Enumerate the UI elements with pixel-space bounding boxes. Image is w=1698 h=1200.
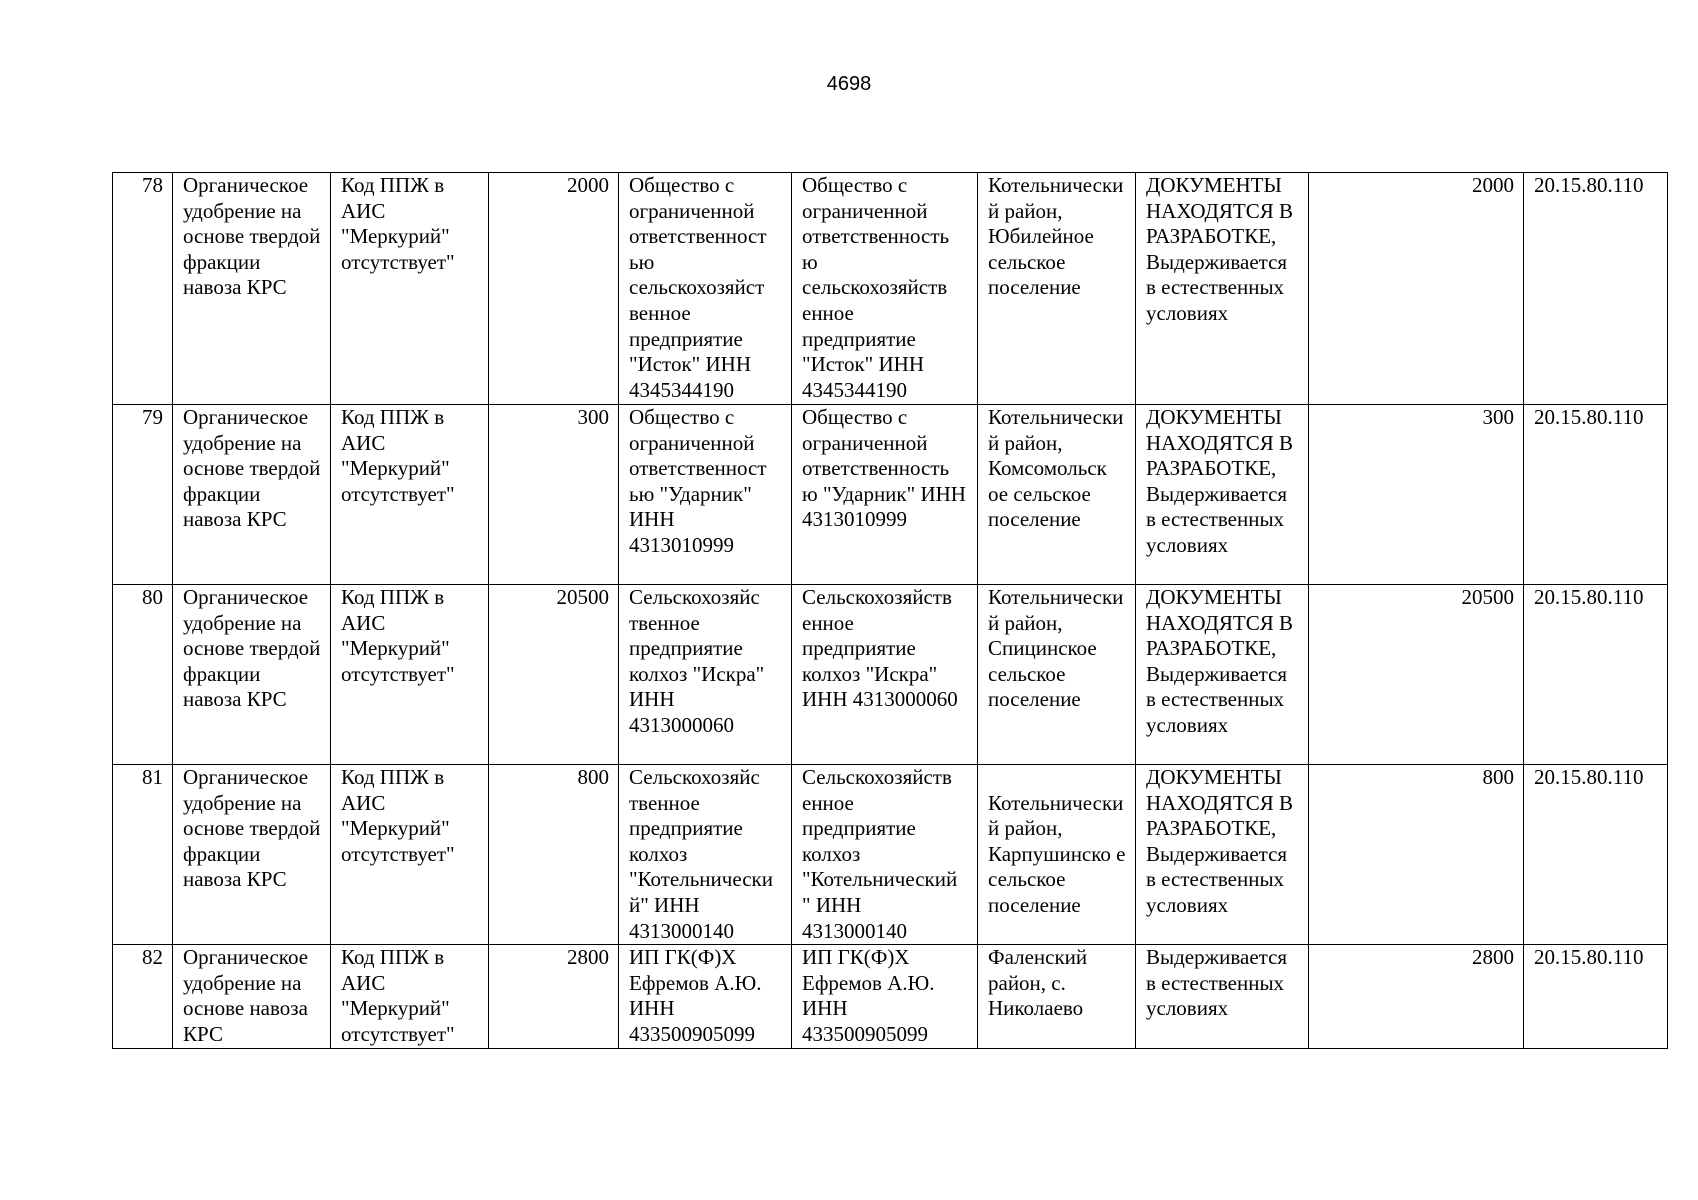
cell-location: Котельнически й район, Комсомольск ое сельское поселение (978, 405, 1136, 585)
cell-producer: Сельскохозяйс твенное предприятие колхоз "Искра" ИНН 4313000060 (619, 585, 792, 765)
cell-code: Код ППЖ в АИС "Меркурий" отсутствует" (331, 585, 489, 765)
cell-quantity: 2800 (1309, 945, 1524, 1048)
page-number: 4698 (826, 73, 872, 95)
cell-producer: Общество с ограниченной ответственност ью сельскохозяйст венное предприятие "Исток" ИНН 4345344190 (619, 173, 792, 405)
table-row (113, 405, 1668, 585)
cell-volume: 20500 (489, 585, 619, 765)
cell-producer: Общество с ограниченной ответственност ью "Ударник" ИНН 4313010999 (619, 405, 792, 585)
cell-row-number: 82 (113, 945, 173, 1048)
cell-row-number: 81 (113, 765, 173, 945)
cell-volume: 2000 (489, 173, 619, 405)
cell-okpd: 20.15.80.110 (1524, 405, 1668, 585)
cell-documents: ДОКУМЕНТЫ НАХОДЯТСЯ В РАЗРАБОТКЕ, Выдерживается в естественных условиях (1136, 173, 1309, 405)
cell-owner: ИП ГК(Ф)Х Ефремов А.Ю. ИНН 433500905099 (792, 945, 978, 1048)
cell-quantity: 300 (1309, 405, 1524, 585)
cell-product: Органическое удобрение на основе твердой фракции навоза КРС (173, 765, 331, 945)
cell-quantity: 800 (1309, 765, 1524, 945)
table-row (113, 765, 1668, 945)
cell-owner: Общество с ограниченной ответственность ю "Ударник" ИНН 4313010999 (792, 405, 978, 585)
cell-code: Код ППЖ в АИС "Меркурий" отсутствует" (331, 405, 489, 585)
cell-code: Код ППЖ в АИС "Меркурий" отсутствует" (331, 765, 489, 945)
cell-documents: ДОКУМЕНТЫ НАХОДЯТСЯ В РАЗРАБОТКЕ, Выдерживается в естественных условиях (1136, 585, 1309, 765)
table-row (113, 585, 1668, 765)
cell-volume: 800 (489, 765, 619, 945)
cell-okpd: 20.15.80.110 (1524, 585, 1668, 765)
cell-owner: Общество с ограниченной ответственность ю сельскохозяйств енное предприятие "Исток" ИНН 4345344190 (792, 173, 978, 405)
registry-table (112, 172, 1668, 1049)
cell-product: Органическое удобрение на основе твердой фракции навоза КРС (173, 585, 331, 765)
cell-owner: Сельскохозяйств енное предприятие колхоз "Котельнический " ИНН 4313000140 (792, 765, 978, 945)
cell-volume: 300 (489, 405, 619, 585)
cell-quantity: 20500 (1309, 585, 1524, 765)
cell-owner: Сельскохозяйств енное предприятие колхоз "Искра" ИНН 4313000060 (792, 585, 978, 765)
cell-volume: 2800 (489, 945, 619, 1048)
table-row (113, 945, 1668, 1048)
cell-producer: Сельскохозяйс твенное предприятие колхоз "Котельнически й" ИНН 4313000140 (619, 765, 792, 945)
table-row (113, 173, 1668, 405)
cell-documents: ДОКУМЕНТЫ НАХОДЯТСЯ В РАЗРАБОТКЕ, Выдерживается в естественных условиях (1136, 405, 1309, 585)
cell-location: Фаленский район, с. Николаево (978, 945, 1136, 1048)
cell-documents: ДОКУМЕНТЫ НАХОДЯТСЯ В РАЗРАБОТКЕ, Выдерживается в естественных условиях (1136, 765, 1309, 945)
cell-location: Котельнически й район, Карпушинско е сельское поселение (978, 765, 1136, 945)
cell-location: Котельнически й район, Спицинское сельское поселение (978, 585, 1136, 765)
cell-producer: ИП ГК(Ф)Х Ефремов А.Ю. ИНН 433500905099 (619, 945, 792, 1048)
cell-code: Код ППЖ в АИС "Меркурий" отсутствует" (331, 945, 489, 1048)
cell-row-number: 80 (113, 585, 173, 765)
cell-row-number: 78 (113, 173, 173, 405)
cell-okpd: 20.15.80.110 (1524, 765, 1668, 945)
cell-location: Котельнически й район, Юбилейное сельское поселение (978, 173, 1136, 405)
cell-product: Органическое удобрение на основе твердой фракции навоза КРС (173, 173, 331, 405)
cell-row-number: 79 (113, 405, 173, 585)
cell-okpd: 20.15.80.110 (1524, 173, 1668, 405)
cell-quantity: 2000 (1309, 173, 1524, 405)
cell-okpd: 20.15.80.110 (1524, 945, 1668, 1048)
cell-documents: Выдерживается в естественных условиях (1136, 945, 1309, 1048)
cell-product: Органическое удобрение на основе твердой фракции навоза КРС (173, 405, 331, 585)
cell-code: Код ППЖ в АИС "Меркурий" отсутствует" (331, 173, 489, 405)
cell-product: Органическое удобрение на основе навоза КРС (173, 945, 331, 1048)
